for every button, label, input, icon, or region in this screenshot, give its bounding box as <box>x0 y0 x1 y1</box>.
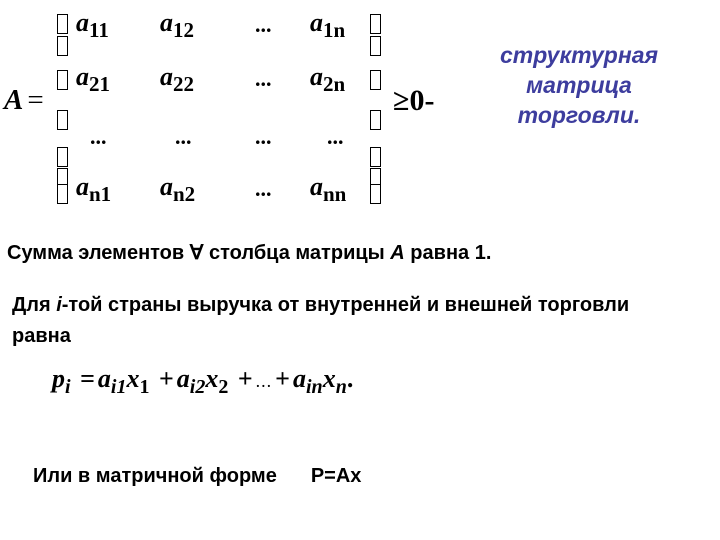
matrix-ellipsis: ... <box>90 124 107 149</box>
matrix-condition: ≥0- <box>393 84 435 117</box>
revenue-var: i <box>56 294 62 316</box>
matrix-element-base: a <box>310 62 323 91</box>
statement-part-2: столбца матрицы <box>203 242 391 264</box>
matrix-lhs <box>4 84 44 117</box>
revenue-part-2: -той страны выручка от внутренней и внешней торговли равна <box>12 294 630 347</box>
matrix-element-base: a <box>76 62 89 91</box>
revenue-formula <box>52 364 353 399</box>
formula-x1-sub: 1 <box>139 376 150 398</box>
matrix-caption <box>474 40 684 130</box>
matrix-element <box>310 172 346 207</box>
formula-p-sub: i <box>65 376 71 398</box>
statement-part-3: равна 1. <box>404 242 492 264</box>
matrix-element <box>76 62 110 97</box>
matrix-element-subscript: 2n <box>323 72 346 96</box>
formula-plus-2: + <box>237 364 253 393</box>
matrix-element-subscript: nn <box>323 182 347 206</box>
formula-end: . <box>346 364 354 393</box>
formula-x1: x <box>126 364 140 393</box>
matrix-element-subscript: n1 <box>89 182 112 206</box>
bracket-glyph <box>370 184 381 204</box>
revenue-statement <box>12 290 672 352</box>
matrix-element <box>76 8 109 43</box>
formula-eq: = <box>80 364 95 393</box>
matrix-element <box>76 172 111 207</box>
bracket-glyph <box>370 110 381 130</box>
formula-a1-sub: i1 <box>110 376 127 398</box>
matrix-element-base: a <box>160 8 173 37</box>
formula-ellipsis: ... <box>255 371 273 391</box>
matrix-form-statement <box>33 465 361 488</box>
matrix-element <box>310 8 345 43</box>
bracket-glyph <box>370 147 381 167</box>
revenue-part-1: Для <box>12 294 57 316</box>
formula-a2: a <box>176 364 190 393</box>
formula-xn-sub: n <box>335 376 347 398</box>
matrix-element <box>160 172 195 207</box>
statement-var: A <box>390 242 405 264</box>
matrix-form-equation: P=Ax <box>310 465 362 487</box>
bracket-glyph <box>370 14 381 34</box>
bracket-glyph <box>57 147 68 167</box>
forall-symbol: ∀ <box>189 242 204 264</box>
matrix-element-base: a <box>310 172 323 201</box>
formula-xn: x <box>322 364 336 393</box>
matrix-element-subscript: 1n <box>323 18 346 42</box>
matrix-element-base: a <box>310 8 323 37</box>
matrix-ellipsis: ... <box>255 66 272 91</box>
bracket-glyph <box>57 184 68 204</box>
formula-x2-sub: 2 <box>218 376 229 398</box>
bracket-glyph <box>370 70 381 90</box>
matrix-ellipsis: ... <box>255 12 272 37</box>
matrix-element <box>160 8 194 43</box>
matrix-ellipsis: ... <box>175 124 192 149</box>
formula-an-sub: in <box>306 376 323 398</box>
matrix-element-subscript: 22 <box>173 72 194 96</box>
formula-p: p <box>52 364 65 393</box>
formula-x2: x <box>205 364 219 393</box>
matrix-name: A <box>4 84 24 116</box>
matrix-element-subscript: 21 <box>89 72 110 96</box>
caption-line-2: матрица <box>526 72 632 98</box>
matrix-element-subscript: n2 <box>173 182 196 206</box>
bracket-glyph <box>57 14 68 34</box>
matrix-element-subscript: 11 <box>89 18 109 42</box>
caption-line-3: торговли. <box>517 102 641 128</box>
matrix-ellipsis: ... <box>255 176 272 201</box>
statement-part-1: Сумма элементов <box>7 242 190 264</box>
bracket-glyph <box>57 70 68 90</box>
formula-plus-3: + <box>275 364 290 393</box>
bracket-glyph <box>57 110 68 130</box>
matrix-element-subscript: 12 <box>173 18 194 42</box>
matrix-ellipsis: ... <box>255 124 272 149</box>
bracket-glyph <box>370 36 381 56</box>
matrix-element-base: a <box>160 172 173 201</box>
matrix-form-label: Или в матричной форме <box>33 465 277 487</box>
matrix-element-base: a <box>160 62 173 91</box>
matrix-element <box>310 62 345 97</box>
matrix-element-base: a <box>76 8 89 37</box>
matrix-equals: = <box>27 84 44 116</box>
formula-plus-1: + <box>158 364 174 393</box>
matrix-element <box>160 62 194 97</box>
formula-a2-sub: i2 <box>189 376 206 398</box>
matrix-element-base: a <box>76 172 89 201</box>
column-sum-statement <box>7 240 491 265</box>
bracket-glyph <box>57 36 68 56</box>
formula-a1: a <box>97 364 111 393</box>
formula-an: a <box>293 364 306 393</box>
matrix-ellipsis: ... <box>327 124 344 149</box>
caption-line-1: структурная <box>499 42 659 68</box>
